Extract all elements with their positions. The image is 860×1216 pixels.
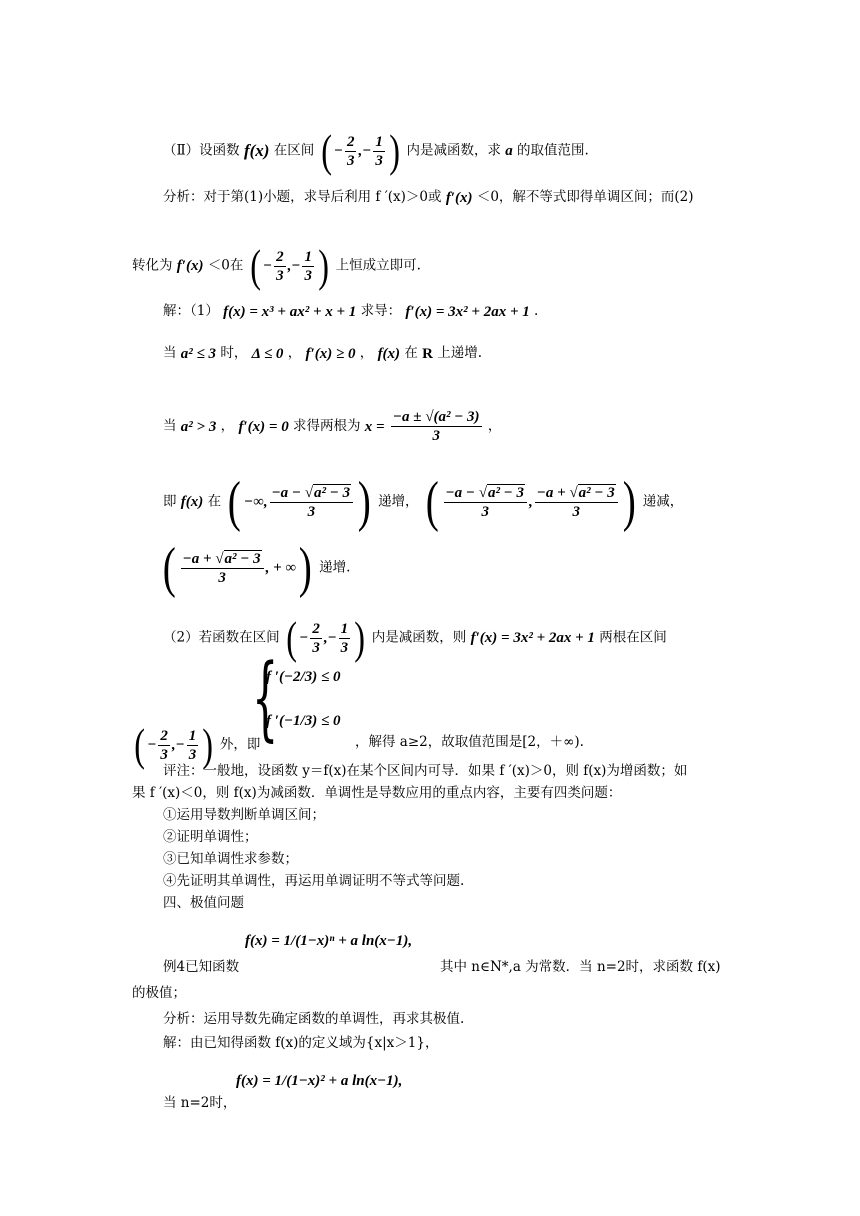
text: 在 bbox=[207, 493, 222, 510]
example4-n2-line: 当 n=2时， bbox=[163, 1095, 237, 1111]
text: ， bbox=[359, 345, 374, 361]
text: ＜0，解不等式即得单调区间；而(2) bbox=[476, 189, 694, 205]
fprime-formula: f′(x) bbox=[445, 189, 473, 206]
derivative-sign-formula: f′(x) ≥ 0 bbox=[305, 345, 356, 362]
comment-line1: 评注：一般地，设函数 y＝f(x)在某个区间内可导．如果 f ′(x)＞0，则 f(x)为增函数；如 bbox=[163, 763, 688, 779]
text: . bbox=[534, 303, 539, 319]
analysis-line2 bbox=[132, 240, 421, 291]
text: （2）若函数在区间 bbox=[163, 629, 280, 646]
interval-formula-1: ( −∞, $\frac{\text{−a − √a² − 3}}{3}$ ) bbox=[228, 471, 371, 533]
text: 其中 n∈N*,a 为常数．当 n=2时，求函数 f(x) bbox=[440, 959, 721, 975]
text: 3 bbox=[432, 428, 440, 444]
text: 递减， bbox=[642, 493, 684, 510]
section-heading: 四、极值问题 bbox=[163, 895, 244, 911]
fx-formula: f(x) bbox=[180, 494, 204, 510]
interval-formula-3: ( $\frac{\text{−a + √a² − 3}}{3}$ , + ∞ ) bbox=[162, 537, 312, 599]
list-item-3: ③已知单调性求参数； bbox=[163, 851, 298, 867]
example4-n2-formula: f(x) = 1/(1−x)² + a ln(x−1), bbox=[236, 1073, 403, 1089]
interval-formula: ( − $\frac{2}{3}$ ,− $\frac{1}{3}$ ) bbox=[286, 612, 366, 663]
text: ＜0在 bbox=[207, 257, 244, 274]
solution-line5 bbox=[160, 537, 351, 599]
text: 3 bbox=[218, 569, 226, 586]
analysis-line1 bbox=[163, 188, 694, 207]
text: −a + bbox=[536, 484, 570, 501]
text: 当 bbox=[163, 345, 177, 361]
interval-formula: ( − $\frac{2}{3}$ ,− $\frac{1}{3}$ ) bbox=[134, 719, 214, 770]
solution-part2-line1 bbox=[163, 612, 667, 663]
roots-formula bbox=[391, 408, 482, 445]
text: 内是减函数，则 bbox=[371, 629, 467, 646]
text: 时， bbox=[220, 345, 248, 361]
text: −a − bbox=[271, 484, 305, 501]
text: 解：（1） bbox=[163, 303, 219, 319]
text: 分析：对于第(1)小题，求导后利用 f ′(x)＞0或 bbox=[163, 189, 442, 205]
comment-line2: 果 f ′(x)＜0，则 f(x)为减函数．单调性是导数应用的重点内容，主要有四类问题： bbox=[132, 785, 622, 801]
list-item-4: ④先证明其单调性，再运用单调证明不等式等问题. bbox=[163, 873, 465, 889]
example4-solution: 解：由已知得函数 f(x)的定义域为{x|x＞1}， bbox=[163, 1035, 439, 1051]
text: −∞, bbox=[244, 494, 268, 510]
solution-line2 bbox=[163, 344, 482, 363]
condition-formula: a² ≤ 3 bbox=[180, 345, 217, 362]
derivative-zero-formula: f′(x) = 0 bbox=[238, 418, 289, 435]
text: 两根在区间 bbox=[599, 629, 667, 646]
fx-formula: f(x) bbox=[377, 345, 401, 362]
text: 3 bbox=[307, 503, 316, 520]
cubic-formula: f(x) = x³ + ax² + x + 1 bbox=[223, 303, 357, 320]
solution-line1 bbox=[163, 302, 538, 321]
text: 内是减函数，求 bbox=[406, 142, 501, 159]
reals-symbol: R bbox=[422, 345, 433, 362]
text: 3 bbox=[481, 503, 490, 520]
text: 上递增. bbox=[437, 345, 483, 361]
text: 3 bbox=[572, 503, 581, 520]
text: 的取值范围. bbox=[517, 142, 589, 159]
text: −a ± √(a² − 3) bbox=[392, 409, 480, 425]
example4-line1-end bbox=[440, 958, 721, 976]
text: 当 bbox=[163, 418, 177, 434]
example4-line1 bbox=[163, 958, 239, 976]
interval-formula: ( − $\frac{2}{3}$ ,− $\frac{1}{3}$ ) bbox=[320, 125, 400, 176]
solution-line4 bbox=[163, 471, 684, 533]
discriminant-formula: Δ ≤ 0 bbox=[251, 345, 284, 362]
list-item-1: ①运用导数判断单调区间； bbox=[163, 807, 325, 823]
text: 转化为 bbox=[132, 257, 173, 274]
roots-lhs: x = bbox=[364, 418, 385, 435]
text: ，解得 a≥2，故取值范围是[2，＋∞). bbox=[355, 734, 584, 750]
a-symbol: a bbox=[505, 143, 513, 159]
text: a² − 3 bbox=[224, 550, 261, 567]
text: （Ⅱ）设函数 bbox=[163, 142, 240, 159]
text: , + ∞ bbox=[265, 560, 297, 576]
text: ， bbox=[487, 418, 502, 434]
text: ， bbox=[287, 345, 302, 361]
text: 求得两根为 bbox=[293, 418, 361, 434]
inequality-2: f ′(−1/3) ≤ 0 bbox=[266, 713, 341, 729]
text: 在区间 bbox=[273, 142, 315, 159]
text: a² − 3 bbox=[487, 484, 525, 501]
text: −a + bbox=[182, 550, 216, 567]
text: a² − 3 bbox=[314, 484, 351, 501]
text: 上恒成立即可. bbox=[335, 257, 421, 274]
solution-line3 bbox=[163, 408, 501, 445]
interval-formula: ( − $\frac{2}{3}$ ,− $\frac{1}{3}$ ) bbox=[250, 240, 329, 291]
text: 递增， bbox=[378, 493, 419, 510]
text: 例4已知函数 bbox=[163, 959, 240, 975]
fprime-formula: f′(x) bbox=[176, 258, 204, 274]
list-item-2: ②证明单调性； bbox=[163, 829, 258, 845]
text: 即 bbox=[163, 493, 177, 510]
text: 在 bbox=[404, 345, 418, 361]
text: 求导： bbox=[360, 303, 402, 319]
derivative-formula: f′(x) = 3x² + 2ax + 1 bbox=[470, 630, 595, 646]
text: ， bbox=[220, 418, 235, 434]
condition-formula: a² > 3 bbox=[180, 418, 217, 435]
fx-formula: f(x) bbox=[243, 141, 270, 160]
system-brace: { bbox=[252, 644, 279, 751]
example4-formula: f(x) = 1/(1−x)ⁿ + a ln(x−1), bbox=[245, 933, 413, 949]
text: 外，即 bbox=[219, 736, 261, 753]
text: a² − 3 bbox=[578, 484, 615, 501]
example4-line2: 的极值； bbox=[132, 985, 186, 1001]
text: 递增. bbox=[319, 559, 351, 576]
derivative-formula: f′(x) = 3x² + 2ax + 1 bbox=[405, 303, 530, 320]
solution-result bbox=[355, 733, 584, 751]
inequality-1: f ′(−2/3) ≤ 0 bbox=[266, 669, 341, 685]
interval-formula-2: ( $\frac{\text{−a − √a² − 3}}{3}$ , $\frac{\text{−a + √a² − 3}}{3}$ ) bbox=[425, 471, 636, 533]
text: −a − bbox=[445, 484, 479, 501]
part-ii-statement bbox=[163, 125, 589, 176]
example4-analysis: 分析：运用导数先确定函数的单调性，再求其极值. bbox=[163, 1011, 465, 1027]
